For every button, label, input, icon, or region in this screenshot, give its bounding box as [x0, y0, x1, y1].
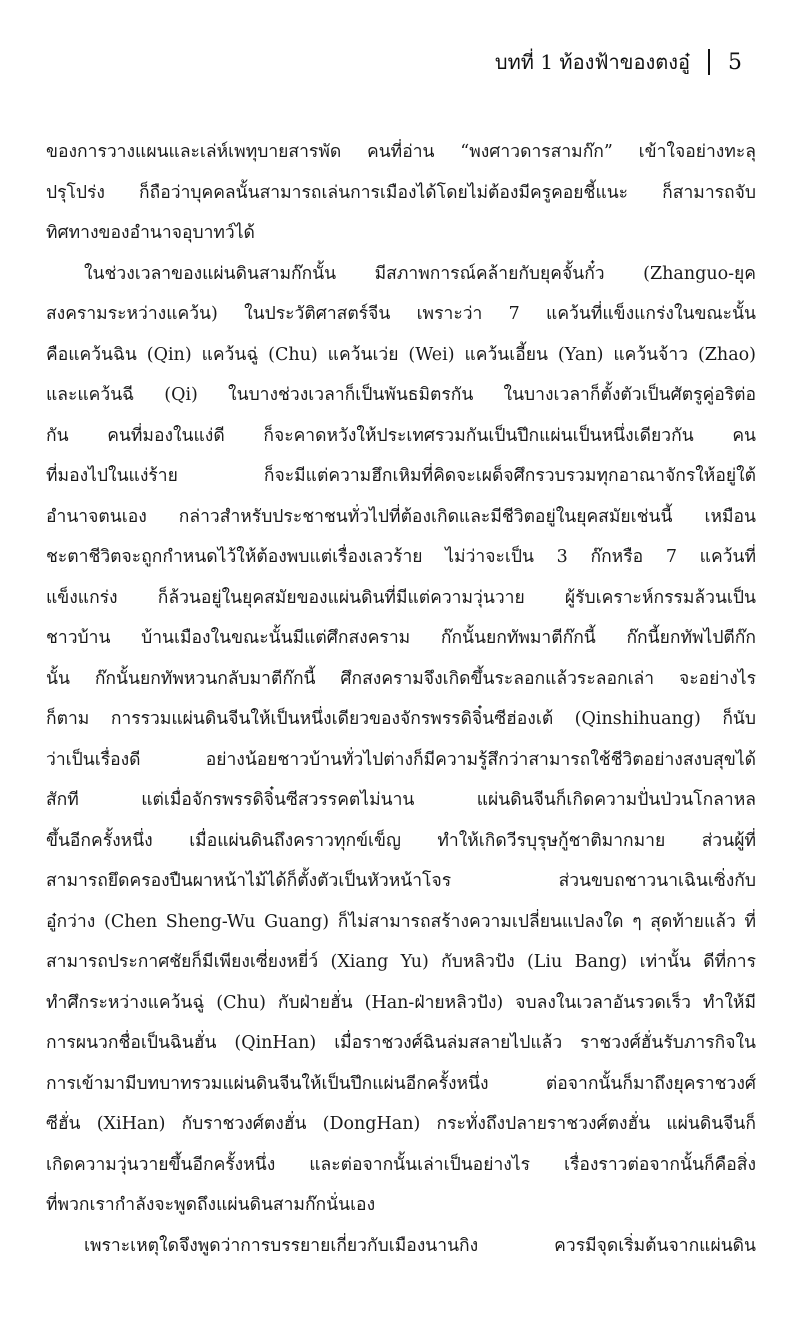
text-line: เกิดความวุ่นวายขึ้นอีกครั้งหนึ่ง และต่อจากนั้นเล่าเป็นอย่างไร เรื่องราวต่อจากนั้นก็คือสิ่ง	[46, 1154, 756, 1175]
text-line: ในช่วงเวลาของแผ่นดินสามก๊กนั้น มีสภาพการณ์คล้ายกับยุคจั้นกั๋ว (Zhanguo-ยุค	[84, 263, 756, 284]
text-line: สักที แต่เมื่อจักรพรรดิจิ๋นซีสวรรคตไม่นาน แผ่นดินจีนก็เกิดความปั่นป่วนโกลาหล	[46, 790, 756, 810]
text-line: สามารถยึดครองปืนผาหน้าไม้ได้ก็ตั้งตัวเป็นหัวหน้าโจร ส่วนขบถชาวนาเฉินเซิ่งกับ	[46, 871, 756, 891]
text-line: ของการวางแผนและเล่ห์เพทุบายสารพัด คนที่อ่าน “พงศาวดารสามก๊ก” เข้าใจอย่างทะลุ	[46, 142, 756, 162]
text-line: สามารถประกาศชัยก็มีเพียงเซี่ยงหยี่ว์ (Xiang Yu) กับหลิวปัง (Liu Bang) เท่านั้น ดีที่การ	[46, 952, 756, 972]
text-line: ชะตาชีวิตจะถูกกำหนดไว้ให้ต้องพบแต่เรื่องเลวร้าย ไม่ว่าจะเป็น 3 ก๊กหรือ 7 แคว้นที่	[46, 547, 756, 567]
text-line: ก็ตาม การรวมแผ่นดินจีนให้เป็นหนึ่งเดียวของจักรพรรดิจิ๋นซีฮ่องเต้ (Qinshihuang) ก็นับ	[46, 709, 756, 729]
text-line: นั้น ก๊กนั้นยกทัพหวนกลับมาตีก๊กนี้ ศึกสงครามจึงเกิดขึ้นระลอกแล้วระลอกเล่า จะอย่างไร	[46, 668, 756, 689]
text-line: ที่พวกเรากำลังจะพูดถึงแผ่นดินสามก๊กนั่นเอง	[46, 1195, 376, 1215]
text-line: สงครามระหว่างแคว้น) ในประวัติศาสตร์จีน เพราะว่า 7 แคว้นที่แข็งแกร่งในขณะนั้น	[46, 304, 756, 324]
text-line: ที่มองไปในแง่ร้าย ก็จะมีแต่ความฮึกเหิมที่คิดจะเผด็จศึกรวบรวมทุกอาณาจักรให้อยู่ใต้	[46, 466, 756, 486]
text-line: การผนวกชื่อเป็นฉินฮั่น (QinHan) เมื่อราชวงศ์ฉินล่มสลายไปแล้ว ราชวงศ์ฮั่นรับภารกิจใน	[46, 1033, 756, 1053]
text-line: ว่าเป็นเรื่องดี อย่างน้อยชาวบ้านทั่วไปต่างก็มีความรู้สึกว่าสามารถใช้ชีวิตอย่างสงบสุขได้	[46, 749, 756, 770]
text-line: ชาวบ้าน บ้านเมืองในขณะนั้นมีแต่ศึกสงคราม ก๊กนั้นยกทัพมาตีก๊กนี้ ก๊กนี้ยกทัพไปตีก๊ก	[46, 628, 756, 648]
text-line: ปรุโปร่ง ก็ถือว่าบุคคลนั้นสามารถเล่นการเมืองได้โดยไม่ต้องมีครูคอยชี้แนะ ก็สามารถจับ	[46, 182, 756, 203]
text-line: ขึ้นอีกครั้งหนึ่ง เมื่อแผ่นดินถึงคราวทุกข์เข็ญ ทำให้เกิดวีรบุรุษกู้ชาติมากมาย ส่วนผู้ที่	[46, 830, 756, 851]
text-line: เพราะเหตุใดจึงพูดว่าการบรรยายเกี่ยวกับเมืองนานกิง ควรมีจุดเริ่มต้นจากแผ่นดิน	[84, 1235, 756, 1256]
page-number: 5	[728, 49, 742, 75]
text-line: ทิศทางของอำนาจอุบาทว์ได้	[46, 223, 255, 243]
text-line: อู๋กว่าง (Chen Sheng-Wu Guang) ก็ไม่สามารถสร้างความเปลี่ยนแปลงใด ๆ สุดท้ายแล้ว ที่	[46, 911, 756, 932]
text-line: แข็งแกร่ง ก็ล้วนอยู่ในยุคสมัยของแผ่นดินที่มีแต่ความวุ่นวาย ผู้รับเคราะห์กรรมล้วนเป็น	[46, 587, 756, 608]
body-text	[46, 132, 756, 1266]
text-line: กัน คนที่มองในแง่ดี ก็จะคาดหวังให้ประเทศรวมกันเป็นปึกแผ่นเป็นหนึ่งเดียวกัน คน	[46, 425, 756, 446]
text-line: อำนาจตนเอง กล่าวสำหรับประชาชนทั่วไปที่ต้องเกิดและมีชีวิตอยู่ในยุคสมัยเช่นนี้ เหมือน	[46, 506, 756, 527]
running-header	[495, 46, 742, 78]
text-line: การเข้ามามีบทบาทรวมแผ่นดินจีนให้เป็นปึกแผ่นอีกครั้งหนึ่ง ต่อจากนั้นก็มาถึงยุคราชวงศ์	[46, 1073, 756, 1094]
text-line: และแคว้นฉี (Qi) ในบางช่วงเวลาก็เป็นพันธมิตรกัน ในบางเวลาก็ตั้งตัวเป็นศัตรูคู่อริต่อ	[46, 385, 756, 405]
header-divider	[708, 49, 710, 75]
text-line: คือแคว้นฉิน (Qin) แคว้นฉู่ (Chu) แคว้นเว่ย (Wei) แคว้นเอี้ยน (Yan) แคว้นจ้าว (Zhao)	[46, 344, 756, 365]
running-title: บทที่ 1 ท้องฟ้าของตงอู๋	[494, 50, 690, 74]
text-line: ทำศึกระหว่างแคว้นฉู่ (Chu) กับฝ่ายฮั่น (Han-ฝ่ายหลิวปัง) จบลงในเวลาอันรวดเร็ว ทำให้มี	[46, 992, 756, 1013]
text-line: ซีฮั่น (XiHan) กับราชวงศ์ตงฮั่น (DongHan) กระทั่งถึงปลายราชวงศ์ตงฮั่น แผ่นดินจีนก็	[46, 1114, 756, 1134]
